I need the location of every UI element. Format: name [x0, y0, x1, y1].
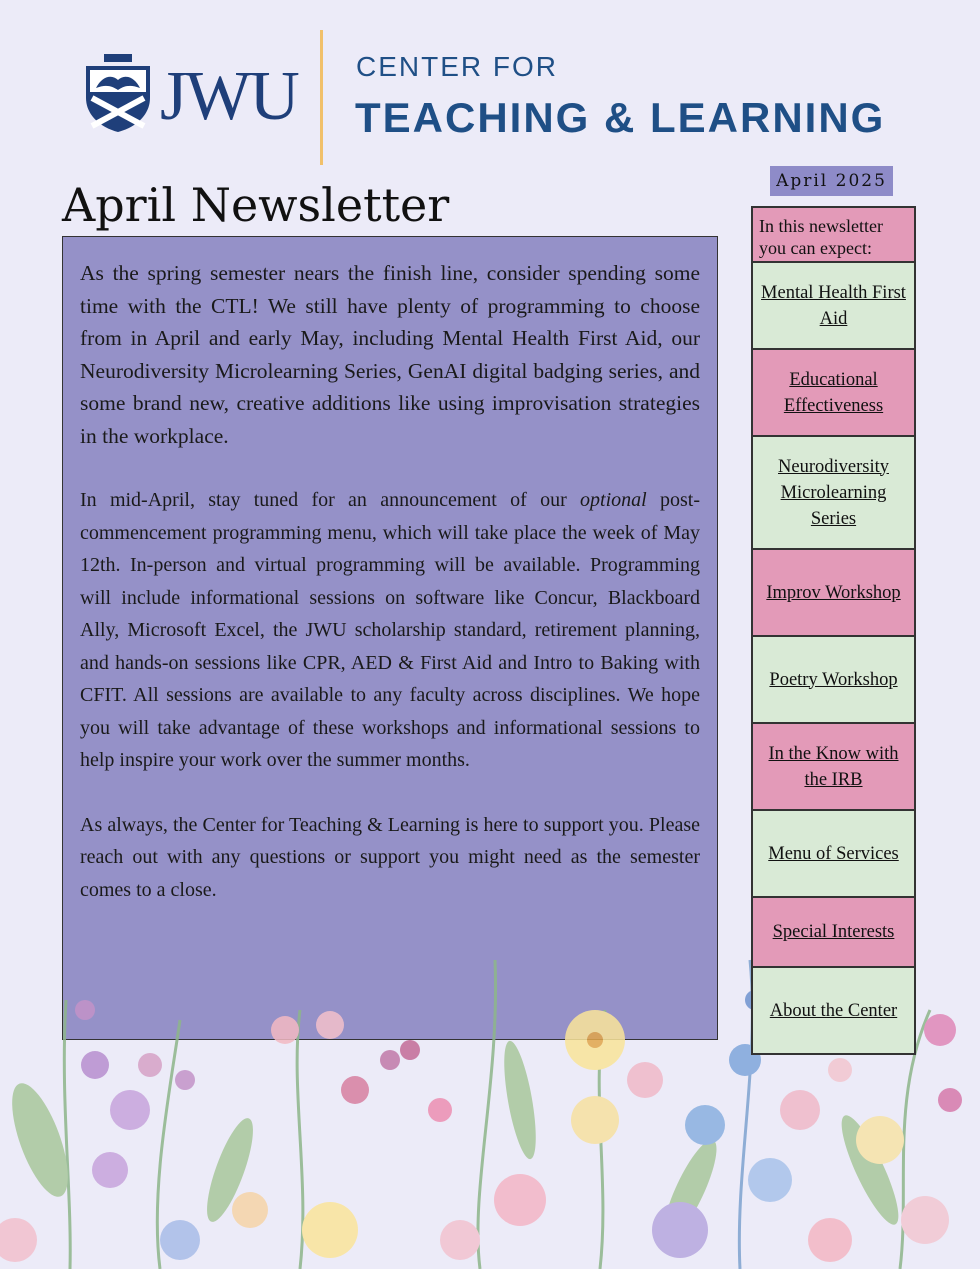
optional-emphasis: optional — [580, 489, 647, 511]
sidebar-link-improv[interactable]: Improv Workshop — [751, 550, 916, 637]
sidebar-link-educational-effectiveness[interactable]: Educational Effectiveness — [751, 350, 916, 437]
sidebar-link-irb[interactable]: In the Know with the IRB — [751, 724, 916, 811]
header — [0, 0, 980, 170]
sidebar-link-about[interactable]: About the Center — [751, 968, 916, 1055]
sidebar-heading: In this newsletter you can expect: — [751, 206, 916, 263]
jwu-crest-icon — [82, 52, 154, 134]
teaching-learning-label: TEACHING & LEARNING — [355, 94, 886, 141]
sidebar-link-menu-of-services[interactable]: Menu of Services — [751, 811, 916, 898]
intro-paragraph: As the spring semester nears the finish line, consider spending some time with the CTL! We still have plenty of programming to choose from in April and early May, including Mental Health First Aid, our Neurodiversity Microlearning Series, GenAI digital badging series, and some brand new, creative additions like using improvisation strategies in the workplace. — [80, 261, 700, 448]
newsletter-sidebar — [751, 206, 916, 1055]
date-badge: April 2025 — [770, 166, 893, 196]
page-title: April Newsletter — [62, 178, 450, 232]
sidebar-link-mental-health[interactable]: Mental Health First Aid — [751, 263, 916, 350]
sidebar-link-neurodiversity[interactable]: Neurodiversity Microlearning Series — [751, 437, 916, 550]
announcement-text-start: In mid-April, stay tuned for an announcement of our — [80, 489, 581, 511]
closing-paragraph: As always, the Center for Teaching & Learning is here to support you. Please reach out with any questions or support you might need as the semester comes to a close. — [80, 813, 700, 901]
jwu-logo-text: JWU — [160, 58, 298, 135]
main-content-box — [62, 236, 718, 1040]
header-divider — [320, 30, 323, 165]
sidebar-link-poetry[interactable]: Poetry Workshop — [751, 637, 916, 724]
center-for-label: CENTER FOR — [356, 51, 558, 82]
announcement-text-end: post-commencement programming menu, which will take place the week of May 12th. In-person and virtual programming will be available. Programming will include informational sessions on software like Concur, Blackboard Ally, Microsoft Excel, the JWU scholarship standard, retirement planning, and hands-on sessions like CPR, AED & First Aid and Intro to Baking with CFIT. All sessions are available to any faculty across disciplines. We hope you will take advantage of these workshops and informational sessions to help inspire your work over the summer months. — [80, 489, 700, 771]
sidebar-link-special-interests[interactable]: Special Interests — [751, 898, 916, 968]
announcement-paragraph — [80, 484, 700, 777]
